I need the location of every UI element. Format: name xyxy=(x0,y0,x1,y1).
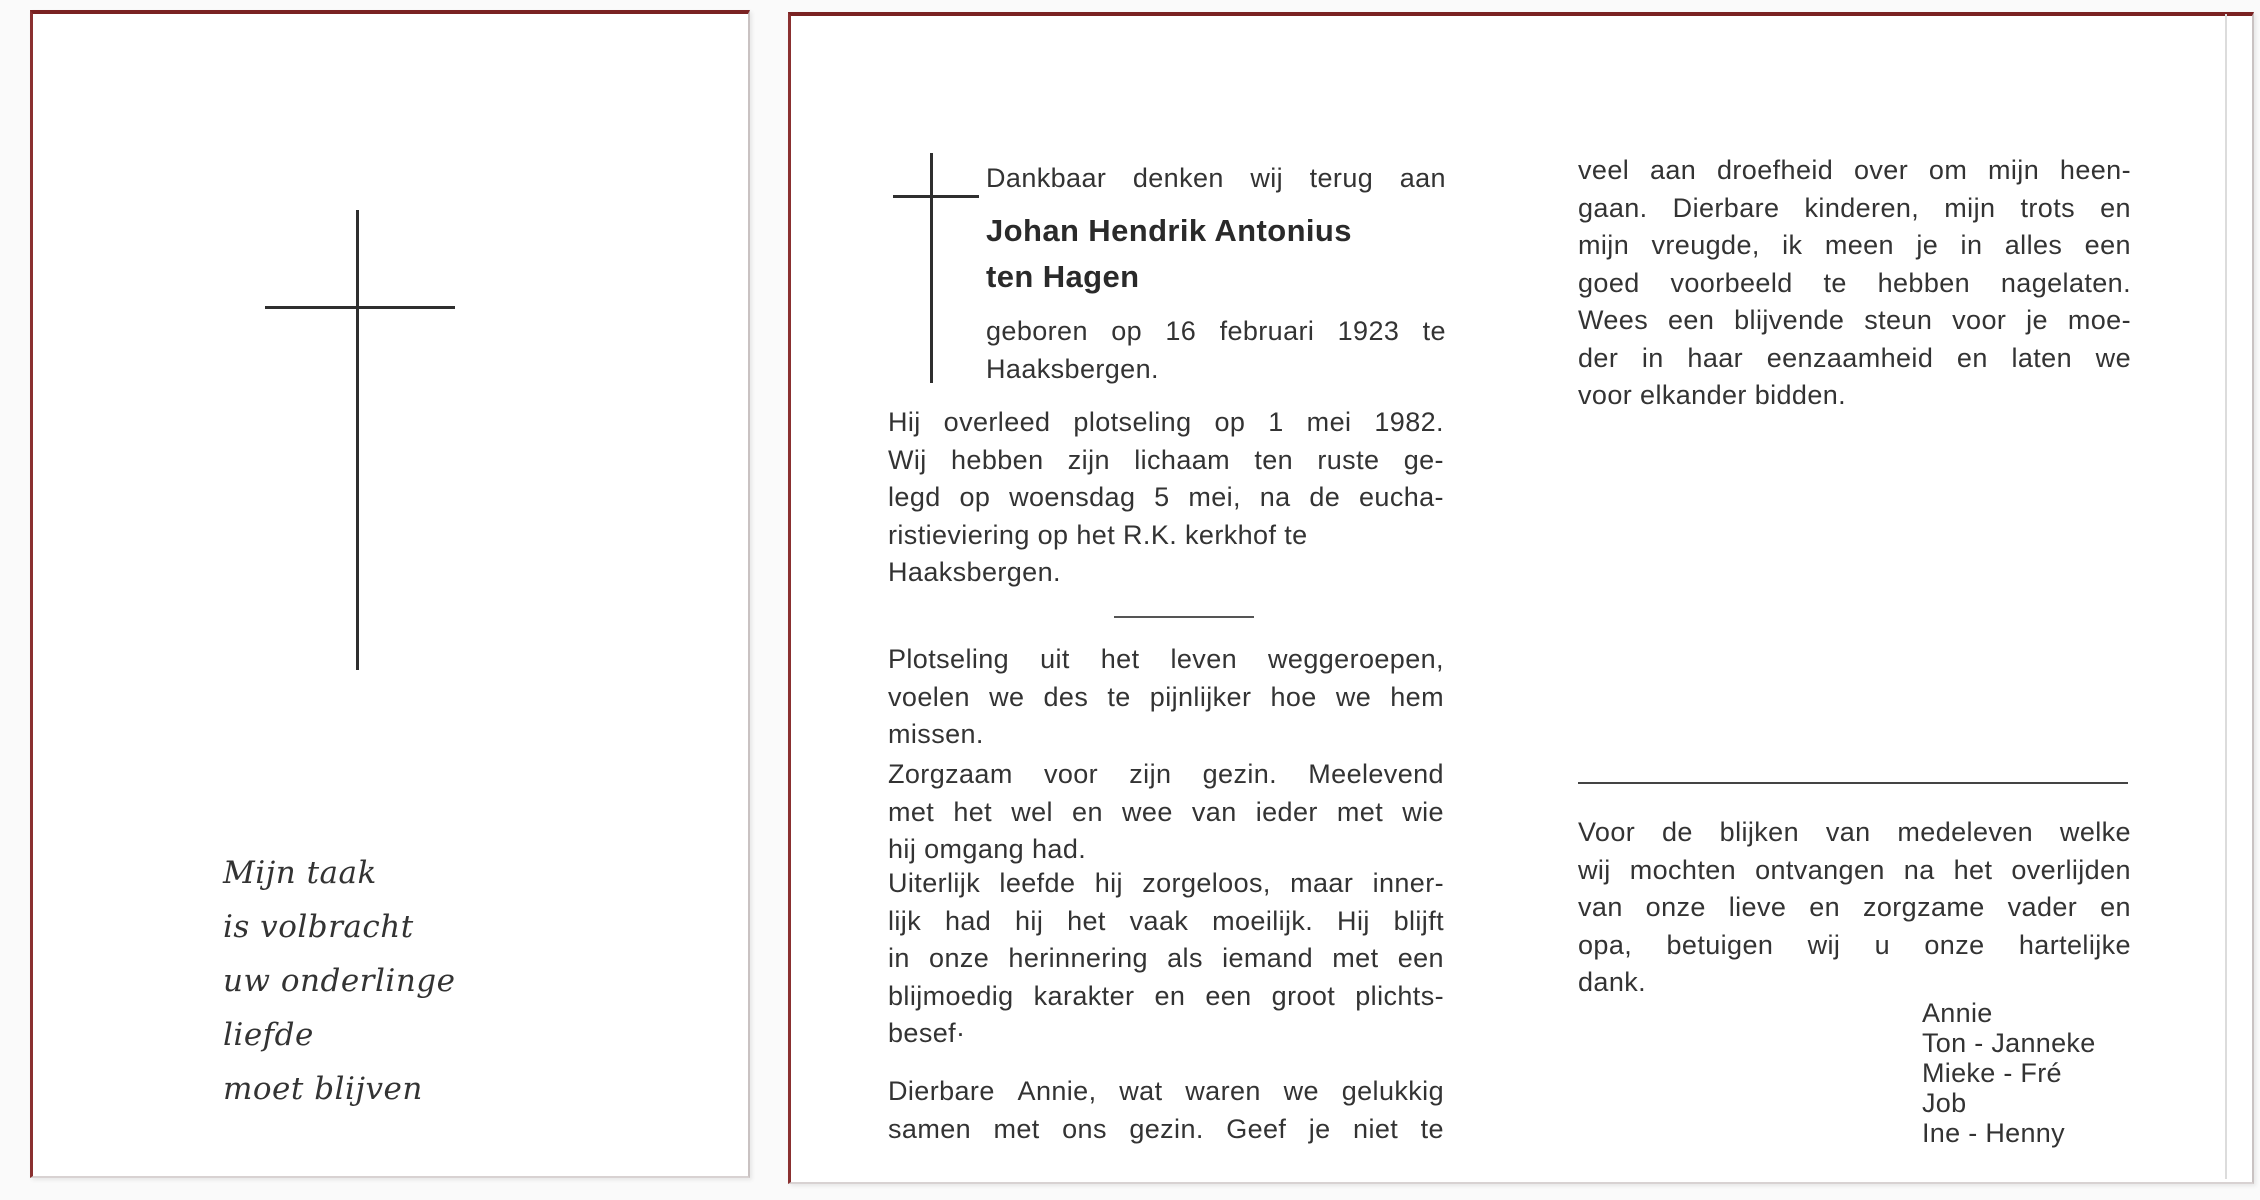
birth-line: Haaksbergen. xyxy=(986,354,1159,384)
word: wij xyxy=(1807,929,1841,960)
text-line xyxy=(888,794,1444,832)
memorial-paragraph-2 xyxy=(888,756,1444,869)
word: je xyxy=(1308,1113,1331,1144)
word: hij xyxy=(1015,905,1044,936)
text-line xyxy=(1578,227,2131,265)
word: 5 xyxy=(1154,482,1170,512)
poem-line: uw onderlinge xyxy=(223,963,456,999)
word: hoe xyxy=(1270,681,1317,712)
word: u xyxy=(1874,929,1891,960)
word: Dierbare xyxy=(1672,192,1780,223)
cross-vertical-bar xyxy=(356,210,359,670)
word: met xyxy=(993,1113,1040,1144)
word: wel xyxy=(1011,796,1053,827)
text-line xyxy=(1578,340,2131,378)
word: in xyxy=(888,943,910,973)
word: voor xyxy=(1952,305,2007,335)
word: legd xyxy=(888,482,941,512)
text-line xyxy=(1578,927,2131,965)
birth-line xyxy=(986,312,1446,350)
word: ieder xyxy=(1255,796,1318,827)
intro-line xyxy=(986,158,1446,198)
poem-line: is volbracht xyxy=(223,909,414,945)
word: je xyxy=(2026,305,2048,335)
word: trots xyxy=(2020,192,2075,223)
word: gaan. xyxy=(1578,192,1648,223)
word: op xyxy=(1214,407,1246,437)
word: heen- xyxy=(2059,155,2131,185)
word: moe- xyxy=(2067,305,2131,335)
word: na xyxy=(1903,854,1935,885)
word: in xyxy=(1960,230,1983,260)
word: zijn xyxy=(1067,444,1110,475)
word: mijn xyxy=(1944,192,1996,223)
word: we xyxy=(1335,681,1372,712)
word: pijnlijker xyxy=(1149,681,1252,712)
deceased-name-line: Johan Hendrik Antonius xyxy=(986,213,1352,248)
word: ons xyxy=(1062,1113,1107,1144)
word: hebben xyxy=(1877,267,1971,298)
word: en xyxy=(1154,980,1186,1011)
cross-horizontal-bar xyxy=(265,306,455,309)
signers-list xyxy=(1922,998,2096,1148)
text-line xyxy=(888,404,1444,442)
word: voor xyxy=(1043,759,1099,789)
word: de xyxy=(1309,482,1341,512)
memorial-paragraph-3 xyxy=(888,865,1444,1053)
word: alles xyxy=(2004,230,2063,260)
word: herinnering xyxy=(1008,943,1148,973)
small-cross-icon xyxy=(893,153,979,383)
word: opa, xyxy=(1578,929,1633,960)
word: in xyxy=(1641,342,1664,373)
word: aan xyxy=(1649,155,1697,185)
word: mei xyxy=(1306,407,1352,437)
text-line: besef· xyxy=(888,1018,966,1048)
word: een xyxy=(1205,980,1252,1011)
word: om xyxy=(1928,155,1968,185)
word: overlijden xyxy=(2011,854,2131,885)
signer-name: Ton - Janneke xyxy=(1922,1028,2096,1058)
cross-icon xyxy=(265,210,455,670)
word: een xyxy=(1397,943,1444,973)
word: van xyxy=(1825,817,1871,847)
word: welke xyxy=(2059,817,2131,847)
poem-line: liefde xyxy=(223,1017,314,1053)
word: vader xyxy=(2007,892,2078,922)
word: met xyxy=(1336,796,1384,827)
word: aan xyxy=(1399,163,1446,193)
text-line xyxy=(888,1111,1444,1149)
word: gezin. xyxy=(1202,759,1278,789)
text-line xyxy=(888,641,1444,679)
small-cross-vertical-bar xyxy=(930,153,933,383)
text-line xyxy=(888,479,1444,517)
word: hebben xyxy=(950,444,1044,475)
word: op xyxy=(1111,316,1143,346)
word: woensdag xyxy=(1009,482,1136,512)
word: mijn xyxy=(1988,155,2040,185)
small-cross-horizontal-bar xyxy=(893,195,979,198)
word: Meelevend xyxy=(1308,759,1444,789)
word: te xyxy=(1823,267,1847,298)
word: het xyxy=(1953,854,1993,885)
text-line xyxy=(888,756,1444,794)
poem-line: Mijn taak xyxy=(223,855,377,891)
deceased-name-line: ten Hagen xyxy=(986,259,1140,294)
text-line xyxy=(1578,152,2131,190)
word: des xyxy=(1043,681,1089,712)
word: blijvende xyxy=(1734,305,1845,335)
word: maar xyxy=(1290,868,1354,898)
left-card xyxy=(30,10,750,1178)
word: februari xyxy=(1219,316,1315,346)
word: wat xyxy=(1119,1076,1163,1106)
word: terug xyxy=(1309,163,1374,193)
word: blijft xyxy=(1393,905,1444,936)
text-line xyxy=(888,1073,1444,1111)
word: onze xyxy=(1645,892,1706,922)
text-line: ristieviering op het R.K. kerkhof te xyxy=(888,519,1308,550)
word: Dankbaar xyxy=(986,163,1107,193)
word: ontvangen xyxy=(1755,854,1885,885)
word: geboren xyxy=(986,316,1088,346)
word: steun xyxy=(1864,305,1933,335)
word: over xyxy=(1853,155,1909,185)
word: ruste xyxy=(1317,444,1380,475)
word: we xyxy=(1283,1076,1319,1106)
word: der xyxy=(1578,342,1619,373)
word: Uiterlijk xyxy=(888,868,981,898)
text-line xyxy=(888,903,1444,941)
word: samen xyxy=(888,1113,972,1144)
word: eucha- xyxy=(1358,482,1444,512)
word: leven xyxy=(1170,644,1238,674)
word: je xyxy=(1916,230,1939,260)
poem xyxy=(223,846,643,1116)
word: wee xyxy=(1122,796,1173,827)
word: de xyxy=(1661,817,1693,847)
word: iemand xyxy=(1222,943,1314,973)
word: het xyxy=(1100,644,1140,674)
word: na xyxy=(1259,482,1291,512)
continued-paragraph xyxy=(1578,152,2131,415)
word: te xyxy=(1422,316,1446,346)
word: en xyxy=(1956,342,1988,373)
word: wij xyxy=(1578,854,1611,885)
word: blijken xyxy=(1719,817,1800,847)
word: en xyxy=(1809,892,1841,922)
word: droefheid xyxy=(1716,155,1834,185)
word: onze xyxy=(1924,929,1985,960)
thanks-divider xyxy=(1578,782,2128,784)
word: gelukkig xyxy=(1341,1076,1444,1106)
word: zorgeloos, xyxy=(1142,868,1271,898)
word: goed xyxy=(1578,267,1640,298)
text-line xyxy=(1578,889,2131,927)
word: we xyxy=(2095,342,2131,373)
word: veel xyxy=(1578,155,1630,185)
word: wie xyxy=(1402,796,1444,827)
word: van xyxy=(1578,892,1623,922)
word: van xyxy=(1191,796,1237,827)
word: lieve xyxy=(1728,892,1787,922)
deceased-name xyxy=(986,208,1446,300)
word: groot xyxy=(1271,980,1336,1011)
text-line xyxy=(1578,814,2131,852)
word: Plotseling xyxy=(888,644,1010,674)
poem-line: moet blijven xyxy=(223,1071,423,1107)
text-line xyxy=(888,978,1444,1016)
word: ge- xyxy=(1403,444,1444,475)
word: leefde xyxy=(999,868,1076,898)
memorial-paragraph-1 xyxy=(888,641,1444,754)
word: kinderen, xyxy=(1804,192,1920,223)
word: denken xyxy=(1132,163,1224,193)
word: ik xyxy=(1782,230,1803,260)
word: mei, xyxy=(1188,482,1241,512)
word: moeilijk. xyxy=(1212,905,1314,936)
word: een xyxy=(1668,305,1715,335)
word: niet xyxy=(1353,1113,1399,1144)
word: had xyxy=(944,905,992,936)
text-line xyxy=(1578,302,2131,340)
word: overleed xyxy=(943,407,1051,437)
intro-block xyxy=(986,158,1446,388)
word: plichts- xyxy=(1355,980,1444,1011)
word: met xyxy=(888,796,935,827)
word: mochten xyxy=(1629,854,1737,885)
word: Zorgzaam xyxy=(888,759,1013,789)
text-line xyxy=(888,679,1444,717)
word: 1923 xyxy=(1337,316,1400,346)
word: te xyxy=(1107,681,1131,712)
word: vreugde, xyxy=(1651,230,1760,260)
birth-info xyxy=(986,312,1446,388)
word: zijn xyxy=(1129,759,1172,789)
word: hij xyxy=(1094,868,1123,898)
word: uit xyxy=(1040,644,1070,674)
word: Wees xyxy=(1578,305,1649,335)
word: karakter xyxy=(1033,980,1135,1011)
word: voelen xyxy=(888,681,970,712)
word: vaak xyxy=(1129,905,1189,936)
word: en xyxy=(1072,796,1103,827)
word: lichaam xyxy=(1134,444,1231,475)
word: we xyxy=(989,681,1025,712)
word: en xyxy=(2100,192,2131,223)
text-line xyxy=(1578,190,2131,228)
text-line xyxy=(888,442,1444,480)
word: mijn xyxy=(1578,230,1630,260)
signer-name: Ine - Henny xyxy=(1922,1118,2065,1148)
word: 16 xyxy=(1165,316,1197,346)
text-line: missen. xyxy=(888,719,984,749)
thanks-paragraph xyxy=(1578,814,2131,1002)
word: het xyxy=(953,796,993,827)
signer-name: Annie xyxy=(1922,998,1993,1028)
death-paragraph xyxy=(888,404,1444,592)
word: inner- xyxy=(1372,868,1444,898)
word: met xyxy=(1332,943,1379,973)
word: meen xyxy=(1824,230,1894,260)
word: laten xyxy=(2011,342,2072,373)
word: onze xyxy=(929,943,990,973)
text-line xyxy=(1578,852,2131,890)
word: Voor xyxy=(1578,817,1636,847)
text-line: dank. xyxy=(1578,967,1647,997)
word: eenzaamheid xyxy=(1766,342,1934,373)
word: en xyxy=(2100,892,2131,922)
word: een xyxy=(2084,230,2131,260)
text-line xyxy=(1578,265,2131,303)
word: op xyxy=(959,482,991,512)
word: nagelaten. xyxy=(2000,267,2131,298)
word: te xyxy=(1420,1113,1444,1144)
word: voorbeeld xyxy=(1670,267,1793,298)
word: 1982. xyxy=(1374,407,1444,437)
word: Geef xyxy=(1226,1113,1287,1144)
word: plotseling xyxy=(1073,407,1192,437)
section-divider xyxy=(1114,616,1254,618)
memorial-paragraph-4 xyxy=(888,1073,1444,1148)
signer-name: Job xyxy=(1922,1088,1967,1118)
word: haar xyxy=(1687,342,1744,373)
word: 1 xyxy=(1268,407,1284,437)
word: ten xyxy=(1254,444,1294,475)
word: blijmoedig xyxy=(888,980,1014,1011)
word: hem xyxy=(1390,681,1444,712)
text-line: Haaksbergen. xyxy=(888,557,1061,587)
text-line xyxy=(888,940,1444,978)
word: Wij xyxy=(888,444,927,475)
signer-name: Mieke - Fré xyxy=(1922,1058,2062,1088)
word: lijk xyxy=(888,905,922,936)
word: waren xyxy=(1185,1076,1261,1106)
card-fold-line xyxy=(2225,14,2227,1179)
word: als xyxy=(1167,943,1203,973)
text-line: voor elkander bidden. xyxy=(1578,380,1847,410)
word: betuigen xyxy=(1666,929,1774,960)
word: wij xyxy=(1250,163,1284,193)
word: Hij xyxy=(1337,905,1370,936)
word: Hij xyxy=(888,407,921,437)
word: gezin. xyxy=(1129,1113,1204,1144)
word: zorgzame xyxy=(1862,892,1985,922)
word: Annie, xyxy=(1017,1076,1097,1106)
word: Dierbare xyxy=(888,1076,995,1106)
word: medeleven xyxy=(1897,817,2034,847)
word: hartelijke xyxy=(2018,929,2131,960)
text-line: hij omgang had. xyxy=(888,834,1087,864)
word: weggeroepen, xyxy=(1268,644,1444,674)
text-line xyxy=(888,865,1444,903)
word: het xyxy=(1067,905,1106,936)
